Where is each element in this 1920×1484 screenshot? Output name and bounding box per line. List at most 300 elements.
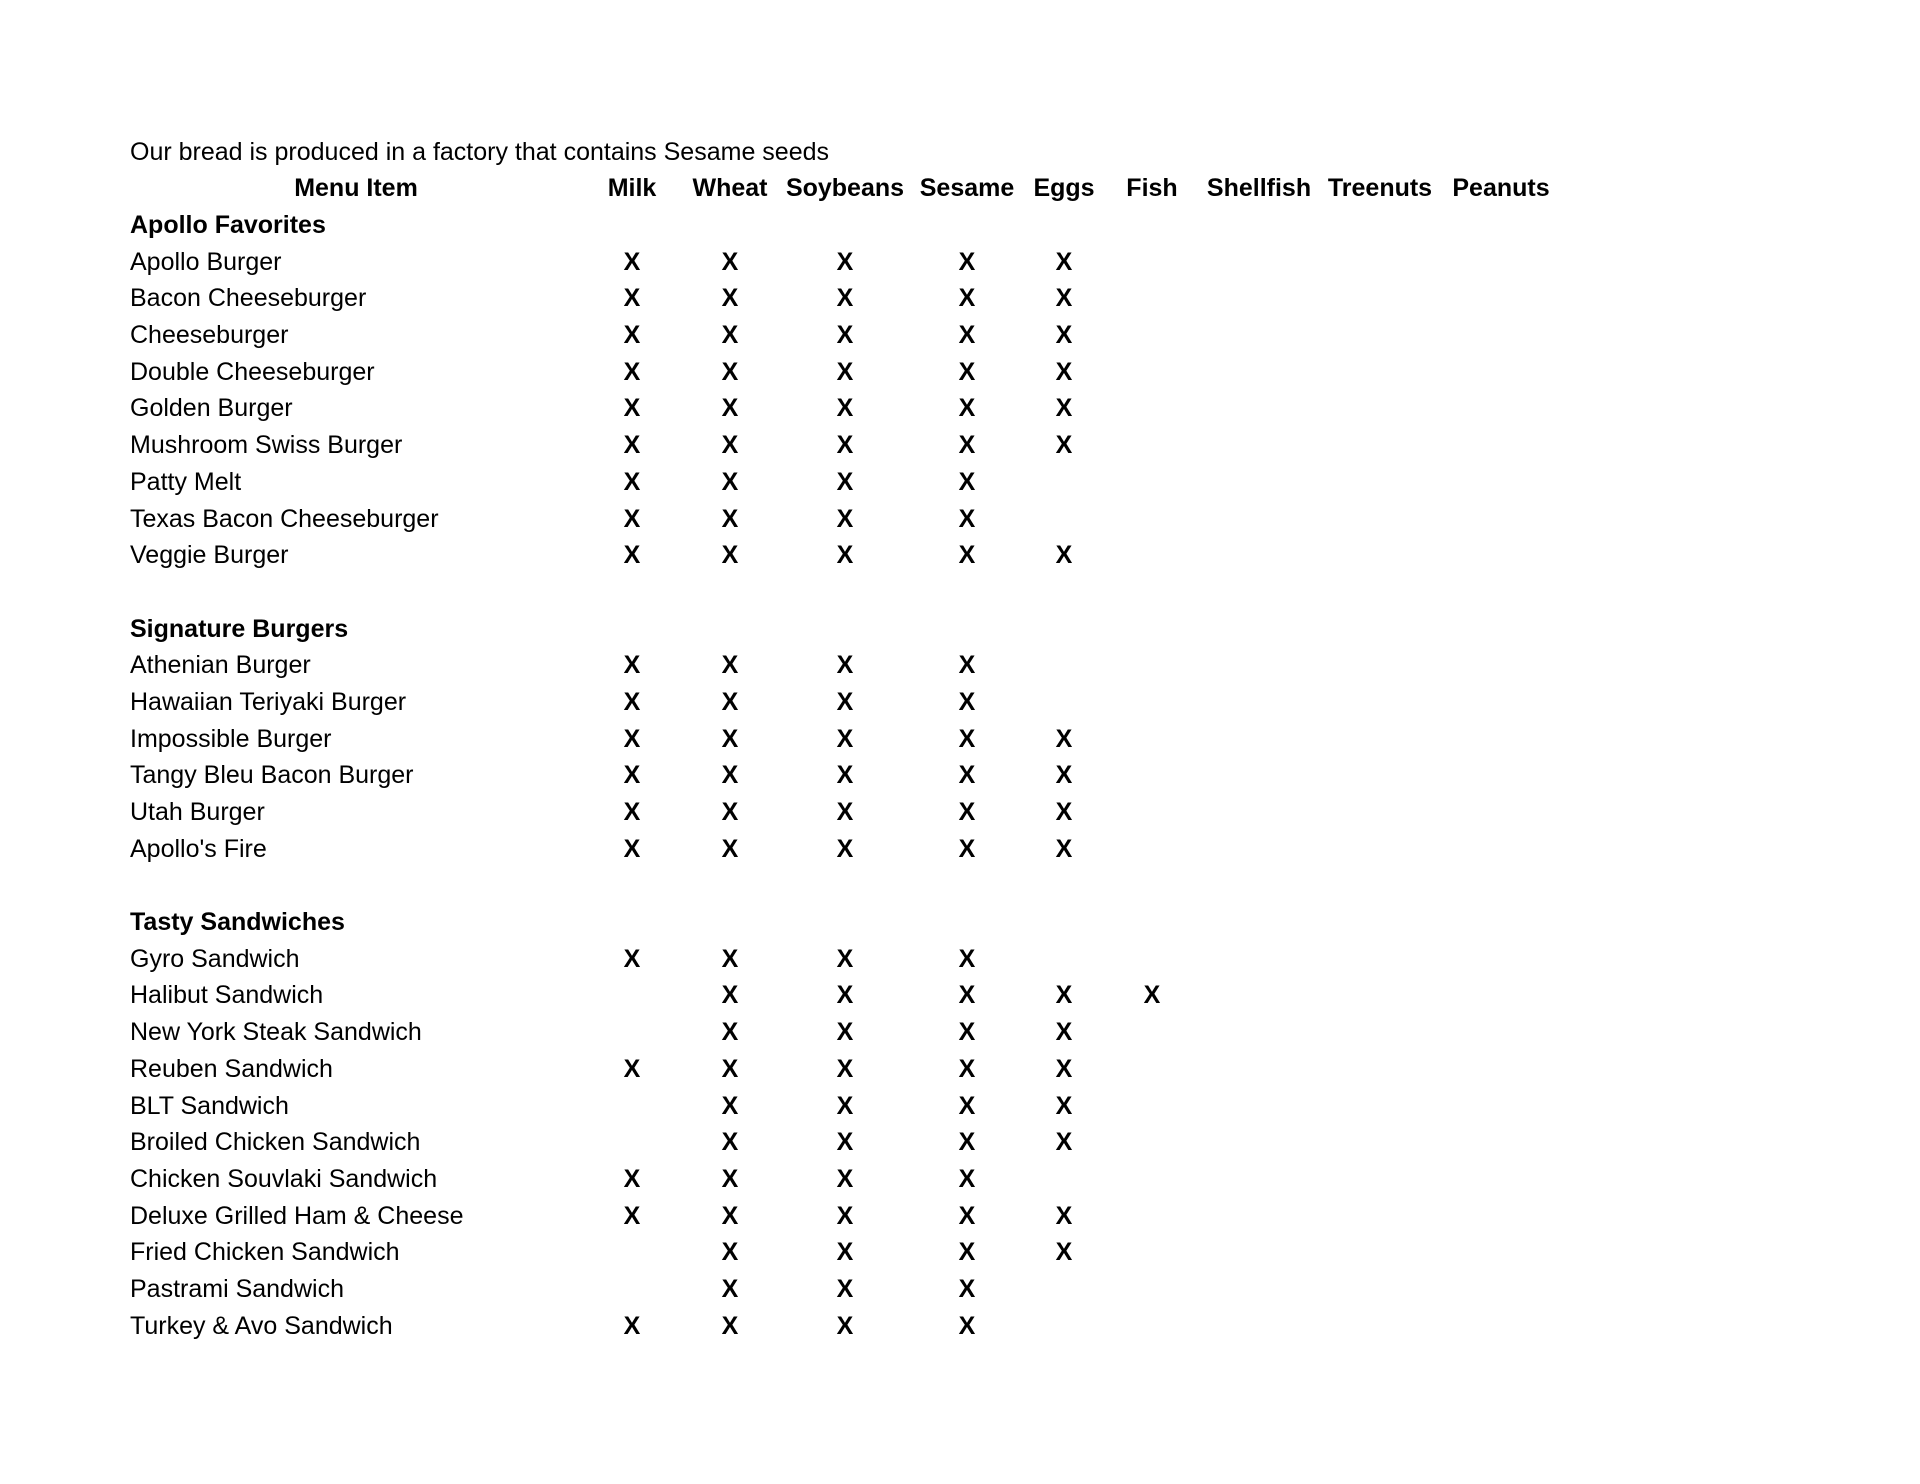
wheat-cell: X [721, 431, 739, 460]
milk-cell: X [623, 431, 641, 460]
shellfish-cell [1198, 794, 1320, 831]
milk-cell: X [623, 1054, 641, 1083]
milk-cell: X [623, 1164, 641, 1193]
eggs-cell: X [1055, 981, 1073, 1010]
milk-cell [582, 1014, 682, 1051]
fish-cell [1106, 720, 1198, 757]
shellfish-cell [1198, 280, 1320, 317]
sesame-cell: X [958, 798, 976, 827]
wheat-cell: X [721, 651, 739, 680]
eggs-cell: X [1055, 247, 1073, 276]
bread-factory-note: Our bread is produced in a factory that contains Sesame seeds [130, 138, 829, 166]
wheat-cell: X [721, 321, 739, 350]
eggs-cell: X [1055, 1054, 1073, 1083]
milk-cell: X [623, 761, 641, 790]
eggs-cell [1022, 647, 1106, 684]
wheat-cell: X [721, 1238, 739, 1267]
soybeans-cell: X [836, 1201, 854, 1230]
treenuts-cell [1320, 757, 1440, 794]
shellfish-cell [1198, 427, 1320, 464]
sesame-cell: X [958, 431, 976, 460]
eggs-header: Eggs [1033, 174, 1095, 203]
table-row [130, 647, 1562, 684]
milk-cell: X [623, 651, 641, 680]
wheat-cell: X [721, 541, 739, 570]
peanuts-cell [1440, 464, 1562, 501]
peanuts-cell [1440, 684, 1562, 721]
peanuts-cell [1440, 720, 1562, 757]
milk-cell [582, 1271, 682, 1308]
treenuts-cell [1320, 1087, 1440, 1124]
sesame-cell: X [958, 687, 976, 716]
menu-item-name: Hawaiian Teriyaki Burger [130, 687, 407, 716]
allergen-table [130, 170, 1562, 1344]
soybeans-cell: X [836, 834, 854, 863]
sesame-cell: X [958, 357, 976, 386]
peanuts-cell [1440, 280, 1562, 317]
eggs-cell: X [1055, 394, 1073, 423]
wheat-cell: X [721, 981, 739, 1010]
treenuts-cell [1320, 794, 1440, 831]
wheat-header: Wheat [692, 174, 768, 203]
treenuts-cell [1320, 940, 1440, 977]
peanuts-cell [1440, 500, 1562, 537]
sesame-cell: X [958, 1018, 976, 1047]
menu-item-name: Fried Chicken Sandwich [130, 1238, 400, 1267]
soybeans-cell: X [836, 651, 854, 680]
milk-cell: X [623, 284, 641, 313]
shellfish-cell [1198, 830, 1320, 867]
wheat-cell: X [721, 467, 739, 496]
milk-cell: X [623, 834, 641, 863]
table-row [130, 317, 1562, 354]
milk-cell: X [623, 394, 641, 423]
section-title: Signature Burgers [130, 614, 349, 643]
peanuts-cell [1440, 647, 1562, 684]
section-spacer [130, 867, 1562, 904]
table-row [130, 390, 1562, 427]
peanuts-cell [1440, 1051, 1562, 1088]
table-row [130, 1124, 1562, 1161]
wheat-cell: X [721, 944, 739, 973]
menu-item-name: Veggie Burger [130, 541, 289, 570]
soybeans-cell: X [836, 1164, 854, 1193]
soybeans-cell: X [836, 724, 854, 753]
fish-cell [1106, 794, 1198, 831]
peanuts-cell [1440, 317, 1562, 354]
milk-cell: X [623, 1201, 641, 1230]
shellfish-cell [1198, 1087, 1320, 1124]
peanuts-cell [1440, 390, 1562, 427]
treenuts-header: Treenuts [1327, 174, 1433, 203]
fish-cell [1106, 1161, 1198, 1198]
sesame-cell: X [958, 1054, 976, 1083]
table-row [130, 1087, 1562, 1124]
soybeans-cell: X [836, 247, 854, 276]
soybeans-cell: X [836, 504, 854, 533]
table-row [130, 940, 1562, 977]
eggs-cell: X [1055, 761, 1073, 790]
table-row [130, 1014, 1562, 1051]
table-row [130, 830, 1562, 867]
table-row [130, 684, 1562, 721]
wheat-cell: X [721, 834, 739, 863]
sesame-cell: X [958, 1128, 976, 1157]
fish-cell [1106, 390, 1198, 427]
peanuts-cell [1440, 1161, 1562, 1198]
section-header-row [130, 207, 1562, 244]
sesame-cell: X [958, 1238, 976, 1267]
header-row [130, 170, 1562, 207]
shellfish-cell [1198, 977, 1320, 1014]
milk-cell: X [623, 504, 641, 533]
eggs-cell: X [1055, 798, 1073, 827]
treenuts-cell [1320, 1234, 1440, 1271]
wheat-cell: X [721, 761, 739, 790]
eggs-cell: X [1055, 357, 1073, 386]
table-row [130, 427, 1562, 464]
eggs-cell: X [1055, 284, 1073, 313]
shellfish-cell [1198, 390, 1320, 427]
soybeans-cell: X [836, 981, 854, 1010]
fish-cell: X [1143, 981, 1161, 1010]
sesame-cell: X [958, 1201, 976, 1230]
eggs-cell [1022, 940, 1106, 977]
wheat-cell: X [721, 1018, 739, 1047]
eggs-cell: X [1055, 1201, 1073, 1230]
sesame-cell: X [958, 247, 976, 276]
shellfish-cell [1198, 243, 1320, 280]
wheat-cell: X [721, 1201, 739, 1230]
eggs-cell: X [1055, 431, 1073, 460]
treenuts-cell [1320, 1307, 1440, 1344]
treenuts-cell [1320, 1051, 1440, 1088]
table-row [130, 720, 1562, 757]
eggs-cell [1022, 684, 1106, 721]
menu-item-name: Reuben Sandwich [130, 1054, 333, 1083]
treenuts-cell [1320, 317, 1440, 354]
eggs-cell: X [1055, 1238, 1073, 1267]
peanuts-header: Peanuts [1452, 174, 1550, 203]
eggs-cell [1022, 1161, 1106, 1198]
milk-cell: X [623, 798, 641, 827]
sesame-cell: X [958, 321, 976, 350]
fish-cell [1106, 500, 1198, 537]
shellfish-cell [1198, 1124, 1320, 1161]
peanuts-cell [1440, 757, 1562, 794]
shellfish-cell [1198, 757, 1320, 794]
soybeans-header: Soybeans [785, 174, 905, 203]
eggs-cell: X [1055, 1018, 1073, 1047]
soybeans-cell: X [836, 541, 854, 570]
treenuts-cell [1320, 1014, 1440, 1051]
treenuts-cell [1320, 1271, 1440, 1308]
shellfish-cell [1198, 940, 1320, 977]
menu-item-name: Golden Burger [130, 394, 293, 423]
shellfish-cell [1198, 684, 1320, 721]
table-row [130, 353, 1562, 390]
wheat-cell: X [721, 1164, 739, 1193]
table-row [130, 464, 1562, 501]
milk-cell: X [623, 687, 641, 716]
menu-item-name: Pastrami Sandwich [130, 1274, 344, 1303]
peanuts-cell [1440, 1124, 1562, 1161]
eggs-cell: X [1055, 1128, 1073, 1157]
treenuts-cell [1320, 427, 1440, 464]
shellfish-cell [1198, 720, 1320, 757]
peanuts-cell [1440, 794, 1562, 831]
eggs-cell: X [1055, 321, 1073, 350]
wheat-cell: X [721, 357, 739, 386]
treenuts-cell [1320, 390, 1440, 427]
table-row [130, 243, 1562, 280]
treenuts-cell [1320, 243, 1440, 280]
milk-cell: X [623, 321, 641, 350]
peanuts-cell [1440, 243, 1562, 280]
treenuts-cell [1320, 280, 1440, 317]
table-row [130, 977, 1562, 1014]
peanuts-cell [1440, 830, 1562, 867]
fish-cell [1106, 830, 1198, 867]
peanuts-cell [1440, 940, 1562, 977]
milk-cell [582, 1087, 682, 1124]
spacer-cell [130, 574, 1562, 611]
eggs-cell: X [1055, 834, 1073, 863]
sesame-cell: X [958, 834, 976, 863]
shellfish-cell [1198, 1234, 1320, 1271]
soybeans-cell: X [836, 321, 854, 350]
treenuts-cell [1320, 500, 1440, 537]
milk-cell: X [623, 1311, 641, 1340]
shellfish-cell [1198, 537, 1320, 574]
table-row [130, 794, 1562, 831]
menu-item-name: Halibut Sandwich [130, 981, 324, 1010]
sesame-cell: X [958, 1311, 976, 1340]
menu-item-name: Athenian Burger [130, 651, 311, 680]
soybeans-cell: X [836, 431, 854, 460]
fish-cell [1106, 1087, 1198, 1124]
sesame-cell: X [958, 1091, 976, 1120]
peanuts-cell [1440, 1197, 1562, 1234]
table-row [130, 537, 1562, 574]
menu-item-name: Deluxe Grilled Ham & Cheese [130, 1201, 464, 1230]
menu-item-name: Utah Burger [130, 798, 265, 827]
menu-item-name: Apollo's Fire [130, 834, 267, 863]
fish-cell [1106, 1271, 1198, 1308]
fish-cell [1106, 537, 1198, 574]
soybeans-cell: X [836, 394, 854, 423]
menu-item-name: Broiled Chicken Sandwich [130, 1128, 421, 1157]
soybeans-cell: X [836, 1238, 854, 1267]
fish-cell [1106, 1124, 1198, 1161]
milk-cell [582, 1124, 682, 1161]
treenuts-cell [1320, 464, 1440, 501]
section-header-row [130, 904, 1562, 941]
wheat-cell: X [721, 1091, 739, 1120]
milk-cell: X [623, 944, 641, 973]
peanuts-cell [1440, 537, 1562, 574]
eggs-cell: X [1055, 541, 1073, 570]
menu-item-name: New York Steak Sandwich [130, 1018, 422, 1047]
peanuts-cell [1440, 1087, 1562, 1124]
sesame-cell: X [958, 541, 976, 570]
milk-cell [582, 1234, 682, 1271]
table-row [130, 1161, 1562, 1198]
milk-cell [582, 977, 682, 1014]
menu-item-name: Apollo Burger [130, 247, 282, 276]
sesame-cell: X [958, 504, 976, 533]
sesame-cell: X [958, 1164, 976, 1193]
eggs-cell [1022, 1307, 1106, 1344]
fish-cell [1106, 940, 1198, 977]
peanuts-cell [1440, 1271, 1562, 1308]
treenuts-cell [1320, 1161, 1440, 1198]
fish-cell [1106, 647, 1198, 684]
shellfish-cell [1198, 1271, 1320, 1308]
treenuts-cell [1320, 537, 1440, 574]
soybeans-cell: X [836, 1018, 854, 1047]
peanuts-cell [1440, 1234, 1562, 1271]
soybeans-cell: X [836, 761, 854, 790]
fish-cell [1106, 684, 1198, 721]
treenuts-cell [1320, 647, 1440, 684]
soybeans-cell: X [836, 1311, 854, 1340]
milk-cell: X [623, 541, 641, 570]
wheat-cell: X [721, 798, 739, 827]
allergen-table-body [130, 207, 1562, 1344]
table-row [130, 500, 1562, 537]
eggs-cell [1022, 464, 1106, 501]
section-title: Tasty Sandwiches [130, 908, 345, 937]
wheat-cell: X [721, 394, 739, 423]
eggs-cell [1022, 1271, 1106, 1308]
shellfish-header: Shellfish [1206, 174, 1312, 203]
treenuts-cell [1320, 830, 1440, 867]
fish-cell [1106, 353, 1198, 390]
treenuts-cell [1320, 720, 1440, 757]
wheat-cell: X [721, 724, 739, 753]
section-header-row [130, 610, 1562, 647]
soybeans-cell: X [836, 1054, 854, 1083]
soybeans-cell: X [836, 467, 854, 496]
sesame-header: Sesame [919, 174, 1015, 203]
peanuts-cell [1440, 1014, 1562, 1051]
shellfish-cell [1198, 500, 1320, 537]
peanuts-cell [1440, 1307, 1562, 1344]
menu-item-name: Bacon Cheeseburger [130, 284, 367, 313]
soybeans-cell: X [836, 357, 854, 386]
shellfish-cell [1198, 1014, 1320, 1051]
spacer-cell [130, 867, 1562, 904]
eggs-cell: X [1055, 724, 1073, 753]
shellfish-cell [1198, 353, 1320, 390]
fish-header: Fish [1126, 174, 1178, 203]
menu-item-name: Impossible Burger [130, 724, 332, 753]
milk-cell: X [623, 724, 641, 753]
sesame-cell: X [958, 944, 976, 973]
wheat-cell: X [721, 504, 739, 533]
table-row [130, 280, 1562, 317]
treenuts-cell [1320, 353, 1440, 390]
menu-item-name: Texas Bacon Cheeseburger [130, 504, 439, 533]
sesame-cell: X [958, 284, 976, 313]
milk-cell: X [623, 467, 641, 496]
wheat-cell: X [721, 1054, 739, 1083]
wheat-cell: X [721, 284, 739, 313]
fish-cell [1106, 280, 1198, 317]
sesame-cell: X [958, 761, 976, 790]
soybeans-cell: X [836, 1128, 854, 1157]
wheat-cell: X [721, 247, 739, 276]
fish-cell [1106, 1051, 1198, 1088]
wheat-cell: X [721, 1311, 739, 1340]
menu-item-name: Chicken Souvlaki Sandwich [130, 1164, 438, 1193]
fish-cell [1106, 1014, 1198, 1051]
milk-cell: X [623, 357, 641, 386]
wheat-cell: X [721, 687, 739, 716]
menu-item-name: Gyro Sandwich [130, 944, 300, 973]
section-title: Apollo Favorites [130, 211, 326, 240]
menu-item-name: Mushroom Swiss Burger [130, 431, 403, 460]
shellfish-cell [1198, 317, 1320, 354]
treenuts-cell [1320, 684, 1440, 721]
treenuts-cell [1320, 1124, 1440, 1161]
table-row [130, 1307, 1562, 1344]
sesame-cell: X [958, 981, 976, 1010]
fish-cell [1106, 1197, 1198, 1234]
shellfish-cell [1198, 1197, 1320, 1234]
peanuts-cell [1440, 353, 1562, 390]
menu-item-name: Patty Melt [130, 467, 242, 496]
table-row [130, 1271, 1562, 1308]
peanuts-cell [1440, 427, 1562, 464]
shellfish-cell [1198, 647, 1320, 684]
menu-item-name: Turkey & Avo Sandwich [130, 1311, 393, 1340]
eggs-cell [1022, 500, 1106, 537]
wheat-cell: X [721, 1128, 739, 1157]
peanuts-cell [1440, 977, 1562, 1014]
soybeans-cell: X [836, 944, 854, 973]
table-row [130, 1234, 1562, 1271]
milk-cell: X [623, 247, 641, 276]
section-spacer [130, 574, 1562, 611]
soybeans-cell: X [836, 1091, 854, 1120]
sesame-cell: X [958, 724, 976, 753]
menu-item-header: Menu Item [294, 174, 418, 203]
fish-cell [1106, 757, 1198, 794]
treenuts-cell [1320, 1197, 1440, 1234]
table-row [130, 1197, 1562, 1234]
fish-cell [1106, 243, 1198, 280]
shellfish-cell [1198, 1161, 1320, 1198]
menu-item-name: BLT Sandwich [130, 1091, 289, 1120]
sesame-cell: X [958, 394, 976, 423]
fish-cell [1106, 464, 1198, 501]
sesame-cell: X [958, 1274, 976, 1303]
fish-cell [1106, 1307, 1198, 1344]
soybeans-cell: X [836, 687, 854, 716]
soybeans-cell: X [836, 1274, 854, 1303]
menu-item-name: Tangy Bleu Bacon Burger [130, 761, 414, 790]
milk-header: Milk [607, 174, 657, 203]
shellfish-cell [1198, 1051, 1320, 1088]
treenuts-cell [1320, 977, 1440, 1014]
wheat-cell: X [721, 1274, 739, 1303]
fish-cell [1106, 1234, 1198, 1271]
soybeans-cell: X [836, 798, 854, 827]
table-row [130, 757, 1562, 794]
fish-cell [1106, 317, 1198, 354]
